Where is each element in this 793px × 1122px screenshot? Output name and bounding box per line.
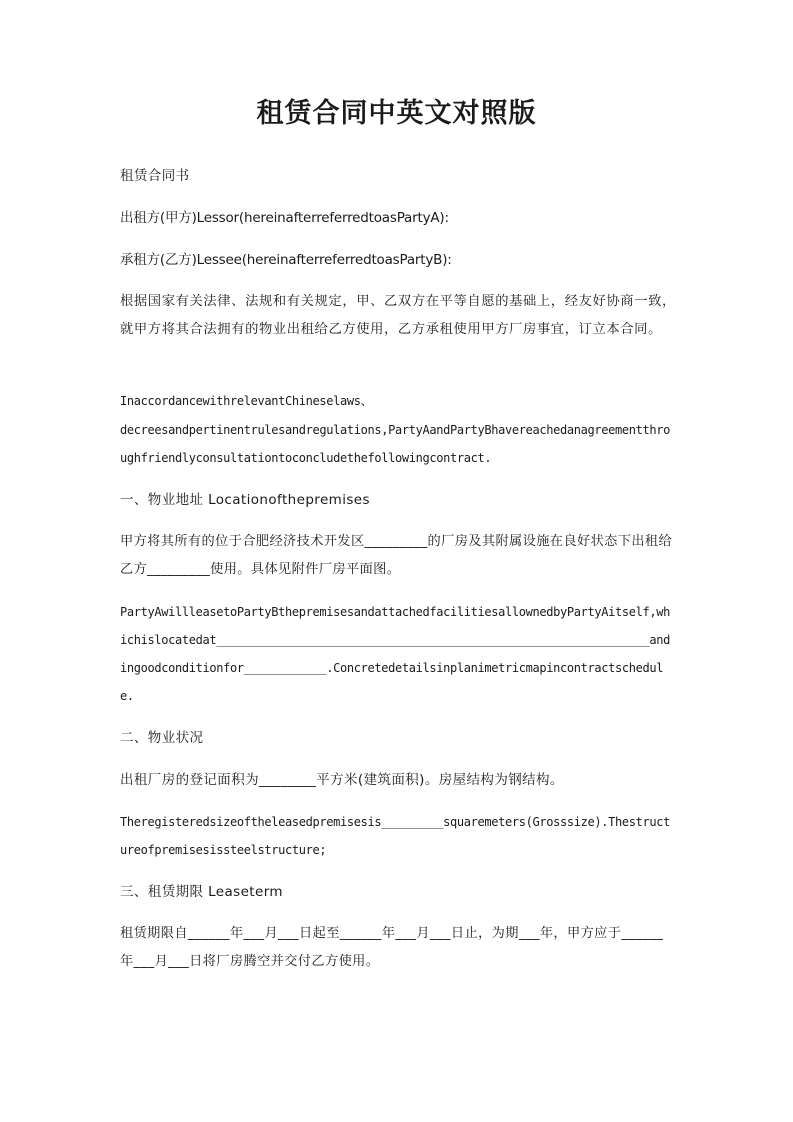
lessor-line: 出租方(甲方)Lessor(hereinafterreferredtoasPartyA): — [120, 210, 449, 226]
preamble-english-line1: InaccordancewithrelevantChineselaws、 — [120, 394, 373, 408]
section-3-heading: 三、租赁期限 Leaseterm — [120, 884, 283, 900]
document-title: 租赁合同中英文对照版 — [256, 98, 537, 129]
section-1-heading: 一、物业地址 Locationofthepremises — [120, 492, 370, 508]
section-1-english: PartyAwillleasetoPartyBthepremisesandattachedfacilitiesallownedbyPartyAitself,whichislocatedat_______________________________________________________________andingoodconditionfor____________.Concretedetailsinplanimetricmapincontractschedule. — [120, 605, 670, 703]
section-2-english: Theregisteredsizeoftheleasedpremisesis_________squaremeters(Grosssize).Thestructureofpremisesissteelstructure; — [120, 815, 670, 857]
section-2-heading: 二、物业状况 — [120, 730, 204, 746]
section-3-chinese: 租赁期限自______年___月___日起至______年___月___日止，为期___年，甲方应于______年___月___日将厂房腾空并交付乙方使用。 — [120, 926, 664, 969]
section-2-chinese: 出租厂房的登记面积为________平方米(建筑面积)。房屋结构为钢结构。 — [120, 772, 564, 788]
contract-heading: 租赁合同书 — [120, 168, 190, 184]
section-1-chinese: 甲方将其所有的位于合肥经济技术开发区_________的厂房及其附属设施在良好状态下出租给乙方_________使用。具体见附件厂房平面图。 — [120, 534, 673, 577]
preamble-chinese: 根据国家有关法律、法规和有关规定，甲、乙双方在平等自愿的基础上，经友好协商一致，就甲方将其合法拥有的物业出租给乙方使用，乙方承租使用甲方厂房事宜，订立本合同。 — [120, 294, 676, 337]
lessee-line: 承租方(乙方)Lessee(hereinafterreferredtoasPartyB): — [120, 252, 452, 268]
preamble-english: decreesandpertinentrulesandregulations,PartyAandPartyBhavereachedanagreementthroughfriendlyconsultationtoconcludethefollowingcontract. — [120, 423, 670, 465]
